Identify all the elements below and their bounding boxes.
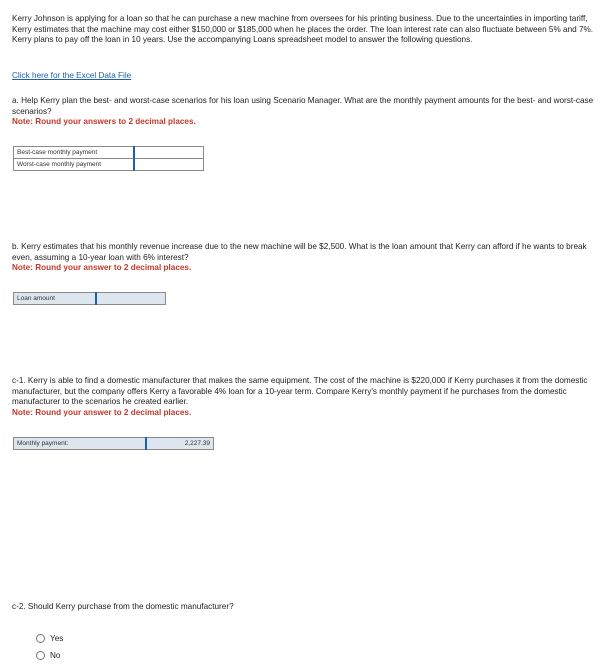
question-c1-note: Note: Round your answer to 2 decimal places.: [12, 407, 192, 417]
monthly-payment-label: Monthly payment:: [14, 438, 146, 450]
worst-case-input[interactable]: [134, 159, 204, 171]
question-c2-text: c-2. Should Kerry purchase from the domestic manufacturer?: [12, 602, 234, 611]
best-case-label: Best-case monthly payment: [14, 147, 134, 159]
loan-amount-input[interactable]: [96, 293, 166, 305]
loan-amount-label: Loan amount: [14, 293, 96, 305]
option-no[interactable]: [36, 651, 60, 660]
yes-radio[interactable]: [36, 634, 45, 643]
monthly-payment-input[interactable]: 2,227.39: [146, 438, 214, 450]
table-row: [14, 293, 166, 305]
table-row: [14, 438, 214, 450]
no-radio[interactable]: [36, 651, 45, 660]
question-c1: [12, 376, 602, 418]
table-row: [14, 159, 204, 171]
best-case-input[interactable]: [134, 147, 204, 159]
question-a: [12, 96, 602, 128]
question-b-note: Note: Round your answer to 2 decimal places.: [12, 263, 192, 272]
scenario-answer-table: [13, 146, 204, 171]
question-b-text: b. Kerry estimates that his monthly revenue increase due to the new machine will be $2,500. What is the loan amount that Kerry can afford if he wants to break even, assuming a 10-year loan with 6% interest?: [12, 242, 587, 262]
loan-amount-table: [13, 292, 166, 305]
question-a-note: Note: Round your answers to 2 decimal places.: [12, 117, 196, 126]
yes-label: Yes: [50, 634, 64, 643]
table-row: [14, 147, 204, 159]
excel-data-file-link[interactable]: Click here for the Excel Data File: [12, 71, 132, 80]
question-b: [12, 242, 602, 274]
no-label: No: [50, 651, 61, 660]
worst-case-label: Worst-case monthly payment: [14, 159, 134, 171]
intro-paragraph: Kerry Johnson is applying for a loan so that he can purchase a new machine from oversees for his printing business. Due to the uncertainties in importing tariff, Kerry estimates that the machine may cost either $150,000 or $185,000 when he places the order. The loan interest rate can also fluctuate between 5% and 7%. Kerry plans to pay off the loan in 10 years. Use the accompanying Loans spreadsheet model to answer the following questions.: [12, 14, 594, 44]
question-a-text: a. Help Kerry plan the best- and worst-case scenarios for his loan using Scenario Manager. What are the monthly payment amounts for the best- and worst-case scenarios?: [12, 96, 594, 116]
question-c1-text: c-1. Kerry is able to find a domestic manufacturer that makes the same equipment. The cost of the machine is $220,000 if Kerry purchases it from the domestic manufacturer, but the company offers Kerry a favorable 4% loan for a 10-year term. Compare Kerry's monthly payment if he purchases from the domestic manufacturer to the scenarios he created earlier.: [12, 376, 588, 406]
option-yes[interactable]: [36, 634, 63, 643]
monthly-payment-table: [13, 437, 214, 450]
